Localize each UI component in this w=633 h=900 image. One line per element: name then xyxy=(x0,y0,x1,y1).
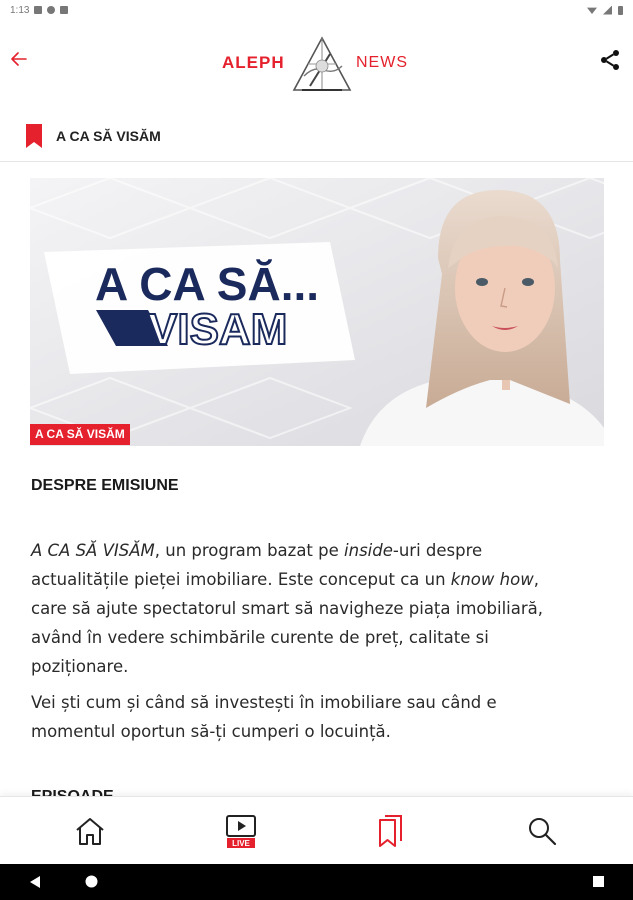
bottom-nav xyxy=(0,796,633,864)
about-paragraph-1: A CA SĂ VISĂM, un program bazat pe inside-uri despre actualitățile pieței imobiliare. Este conceput ca un know how, care să ajute spectatorul smart să navigheze piața imobiliară, având în vedere schimbările curente de preț, calitate si poziționare. xyxy=(31,541,543,676)
notification-icon xyxy=(60,6,68,14)
back-button[interactable] xyxy=(8,48,30,70)
share-button[interactable] xyxy=(598,48,622,72)
aleph-news-logo xyxy=(222,36,422,92)
signal-icon xyxy=(603,6,612,15)
home-icon xyxy=(74,816,106,846)
bookmark-icon[interactable] xyxy=(24,123,44,149)
logo-triangle-icon xyxy=(290,36,354,92)
hero-logo-line2: VISAM xyxy=(148,305,288,354)
system-nav-bar xyxy=(0,864,633,900)
status-right xyxy=(587,6,623,15)
search-icon xyxy=(527,816,557,846)
app-header xyxy=(0,28,633,98)
share-icon xyxy=(598,48,622,72)
live-tv-icon xyxy=(224,814,258,848)
arrow-left-icon xyxy=(11,52,27,66)
show-tag: A CA SĂ VISĂM xyxy=(30,424,130,445)
notification-icon xyxy=(34,6,42,14)
logo-aleph-text: ALEPH xyxy=(222,53,285,72)
hero-illustration xyxy=(30,178,604,446)
show-hero-image[interactable] xyxy=(30,178,604,446)
status-left xyxy=(10,5,68,16)
nav-live[interactable] xyxy=(223,813,259,849)
status-bar xyxy=(0,0,633,20)
system-recents-icon[interactable] xyxy=(592,875,605,888)
nav-home[interactable] xyxy=(72,813,108,849)
system-back-icon[interactable] xyxy=(28,874,42,890)
hero-logo-line1: A CA SĂ... xyxy=(95,258,320,310)
bookmarks-icon xyxy=(376,814,406,848)
about-description xyxy=(31,536,576,753)
nav-bookmarks[interactable] xyxy=(373,813,409,849)
wifi-icon xyxy=(587,6,597,14)
about-paragraph-2: Vei ști cum și când să investești în imobiliare sau când e momentul oportun să-ți cumperi o locuință. xyxy=(31,693,497,741)
nav-search[interactable] xyxy=(524,813,560,849)
notification-icon xyxy=(47,6,55,14)
live-label: LIVE xyxy=(232,839,250,848)
show-title: A CA SĂ VISĂM xyxy=(56,127,161,144)
logo-news-text: NEWS xyxy=(356,54,408,71)
about-heading: DESPRE EMISIUNE xyxy=(31,477,179,494)
status-time: 1:13 xyxy=(10,4,30,16)
battery-icon xyxy=(618,6,623,15)
show-title-bar xyxy=(0,110,633,162)
system-home-icon[interactable] xyxy=(85,875,98,888)
